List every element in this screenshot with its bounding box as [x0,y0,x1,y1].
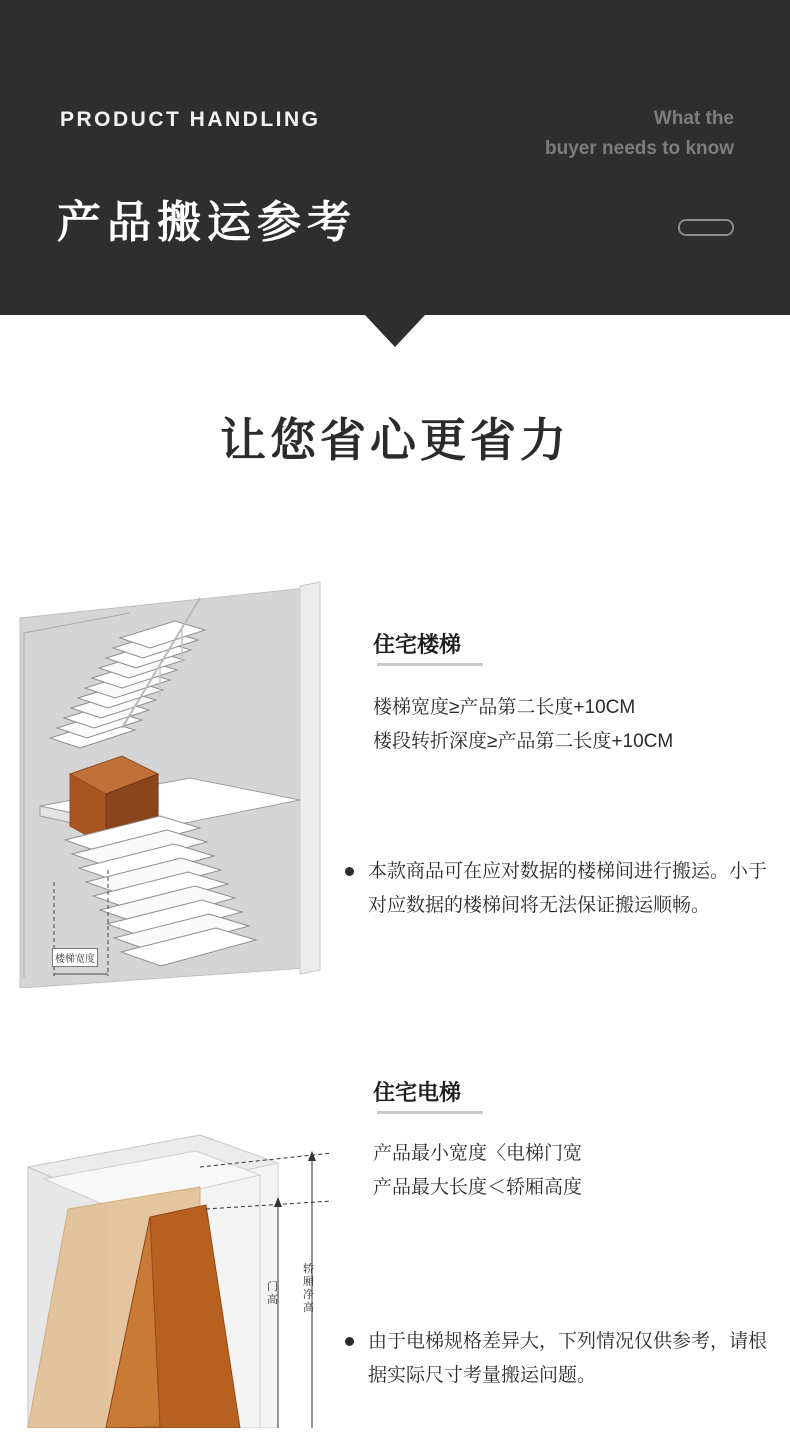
stairs-spec-line-1: 楼梯宽度≥产品第二长度+10CM [373,697,636,718]
elevator-diagram-svg [10,1105,340,1428]
stairs-illustration [10,578,330,988]
elevator-note-block [345,1325,775,1393]
elevator-heading [373,1076,461,1107]
stairs-heading [373,628,461,659]
header-chinese-title: 产品搬运参考 [57,198,357,247]
page-header [0,0,790,315]
header-subtitle [454,104,734,164]
stairs-text-block [373,628,773,759]
elevator-note-bullet-icon [345,1337,354,1346]
stairs-note-bullet-icon [345,867,354,876]
elevator-door-height-label: 门高 [267,1281,278,1306]
stairs-heading-underline [377,663,483,666]
elevator-heading-text: 住宅电梯 [373,1080,462,1105]
header-subtitle-line2: buyer needs to know [545,138,734,159]
elevator-heading-underline [377,1111,483,1114]
stairs-heading-text: 住宅楼梯 [373,632,462,657]
header-arrow-icon [365,315,425,347]
stairs-width-label: 楼梯宽度 [52,948,98,967]
elevator-text-block [373,1076,773,1205]
stairs-spec-line-2: 楼段转折深度≥产品第二长度+10CM [373,731,674,752]
header-english-title: PRODUCT HANDLING [60,108,321,131]
stairs-diagram-svg [10,578,330,988]
elevator-spec-line-2: 产品最大长度＜轿厢高度 [373,1177,583,1198]
elevator-car-height-label: 轿厢净高 [303,1263,314,1314]
stairs-note-text: 本款商品可在应对数据的楼梯间进行搬运。小于对应数据的楼梯间将无法保证搬运顺畅。 [368,861,768,916]
header-pill-decoration [678,219,734,236]
page-title: 让您省心更省力 [220,414,570,466]
stairs-note-block [345,855,770,923]
elevator-note-text: 由于电梯规格差异大，下列情况仅供参考，请根据实际尺寸考量搬运问题。 [368,1331,768,1386]
elevator-spec-line-1: 产品最小宽度〈电梯门宽 [373,1143,583,1164]
header-subtitle-line1: What the [653,108,734,129]
elevator-illustration [10,1105,340,1428]
